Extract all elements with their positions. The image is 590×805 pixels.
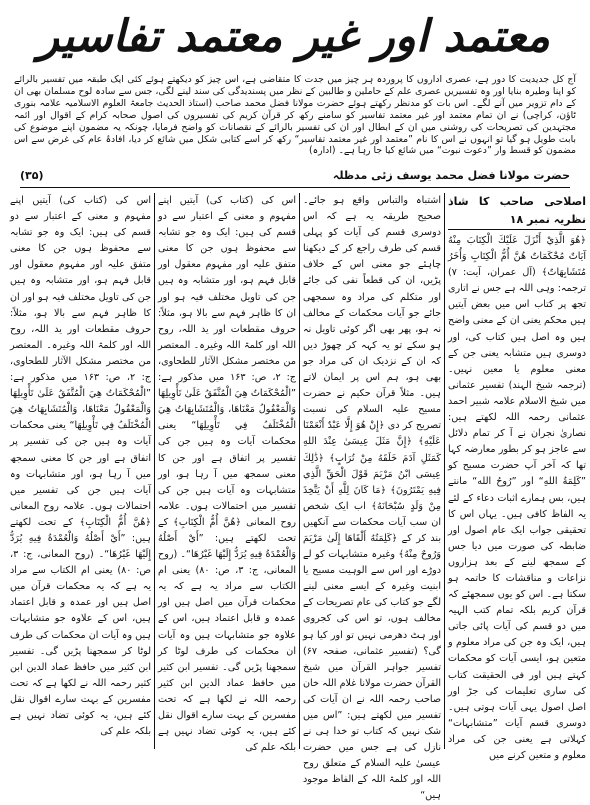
column-2-body: اشتباہ والتباس واقع ہو جائے۔ صحیح طریقہ یہ ہے کہ اس دوسری قسم کی آیات کو پہلی قسم کی طرف راجع کر کے دیکھنا چاہئے جو معنی اس کے خلاف پڑیں، ان کی قطعاً نفی کی جائے اور متکلم کی مراد وہ سمجھی جائے جو آیات محکمات کے مخالف نہ ہو، پھر بھی اگر کوئی تاویل نہ ہو سکے تو یہ کہہ کر چھوڑ دیں کہ ان کے نزدیک ان کی مراد جو بھی ہو، ہم اس پر ایمان لاتے ہیں۔ مثلاً قرآن حکیم نے حضرت مسیح علیہ السلام کی نسبت تصریح کر دی ﴿إِنْ هُوَ إِلَّا عَبْدٌ أَنْعَمْنَا عَلَيْهِ﴾ ﴿إِنَّ مَثَلَ عِيسَىٰ عِنْدَ اللهِ كَمَثَلِ آدَمَ خَلَقَهُ مِنْ تُرَابٍ﴾ ﴿ذَٰلِكَ عِيسَى ابْنُ مَرْيَمَ قَوْلَ الْحَقِّ الَّذِي فِيهِ يَمْتَرُونَ﴾ ﴿مَا كَانَ لِلَّهِ أَنْ يَتَّخِذَ مِنْ وَلَدٍ سُبْحَانَهُ﴾ اب ایک شخص ان سب آیات محکمات سے آنکھیں بند کر کے ﴿كَلِمَتُهُ أَلْقَاهَا إِلَىٰ مَرْيَمَ وَرُوحٌ مِنْهُ﴾ وغیرہ متشابہات کو لے دوڑے اور اس سے الوہیت مسیح یا ابنیت وغیرہ کے ایسے معنی لینے لگے جو کتاب کی عام تصریحات کے مخالف ہوں، تو اس کی کجروی اور ہٹ دھرمی نہیں تو اور کیا ہو گی؟ (تفسیر عثمانی، صفحہ ۶۷) تفسیر جواہر القرآن میں شیخ القرآن حضرت مولانا غلام اللہ خان صاحب رحمہ اللہ نے ان آیات کی تفسیر میں لکھتے ہیں: ”اس میں شک نہیں کہ کتاب تو خدا ہی نے نازل کی ہے جس میں حضرت عیسیٰ علیہ السلام کے متعلق روح اللہ اور کلمۃ اللہ کے الفاظ موجود ہیں“	[303, 195, 441, 802]
column-divider	[444, 193, 445, 749]
column-1-body: ﴿هُوَ الَّذِيْ أَنْزَلَ عَلَيْكَ الْكِتَابَ مِنْهُ آيَاتٌ مُحْكَمَاتٌ هُنَّ أُمُّ الْكِتَابِ وَأُخَرُ مُتَشَابِهَاتٌ﴾ (آل عمران، آیت: ۷) ترجمہ: وہی اللہ ہے جس نے اتاری تجھ پر کتاب اس میں بعض آیتیں ہیں محکم یعنی ان کے معنی واضح ہیں وہ اصل ہیں کتاب کی، اور دوسری ہیں متشابہ یعنی جن کے معنی معلوم یا معین نہیں۔ (ترجمہ شیخ الہند) تفسیر عثمانی میں شیخ الاسلام علامہ شبیر احمد عثمانی رحمہ اللہ لکھتے ہیں: نصاریٰ نجران نے آ کر تمام دلائل سے عاجز ہو کر بطور معارضہ کہا تھا کہ آخر آپ حضرت مسیح کو ”كَلِمَةُ اللهِ“ اور ”رُوحُ الله“ مانتے ہیں، بس ہمارے اثبات دعاء کے لئے یہ الفاظ کافی ہیں۔ یہاں اس کا تحقیقی جواب ایک عام اصول اور ضابطہ کی صورت میں دیا جس کے سمجھ لینے کے بعد ہزاروں نزاعات و مناقشات کا خاتمہ ہو سکتا ہے۔ اس کو یوں سمجھئے کہ قرآن کریم بلکہ تمام کتب الہیہ میں دو قسم کی آیات پائی جاتی ہیں، ایک وہ جن کی مراد معلوم و متعین ہو، ایسی آیات کو محکمات کہتے ہیں اور فی الحقیقت کتاب کی ساری تعلیمات کی جڑ اور اصل اصول یہی آیات ہوتی ہیں۔ دوسری قسم آیات ”متشابہات“ کہلاتی ہے یعنی جن کی مراد معلوم و متعین کرنے میں	[448, 235, 586, 761]
column-3-body: اس کی (کتاب کی) آیتیں اپنے مفہوم و معنی کے اعتبار سے دو قسم کی ہیں: ایک وہ جو تشابہ سے محفوظ ہوں جن کا معنی متفق علیہ اور مفہوم معقول اور قابل فہم ہو، اور متشابہ وہ ہیں جن کی تاویل مختلف فیہ ہو اور ان کا ظاہر فہم سے بالا ہو، مثلاً: حروف مقطعات اور ید اللہ، روح اللہ اور کلمۃ اللہ وغیرہ۔ المعتصر من مختصر مشکل الآثار للطحاوی، ج: ۲، ص: ۱۶۳ میں مذکور ہے: ”الْمُحْكَمَاتُ هِيَ الْمُتَّفَقُ عَلَىٰ تَأْوِيلِهَا وَالْمَعْقُولُ مَعْنَاهَا، وَالْمُتَشَابِهَاتُ هِيَ الْمُخْتَلَفُ فِي تَأْوِيلِهَا“ یعنی محکمات آیات وہ ہیں جن کی تفسیر پر اتفاق ہے اور جن کا معنی سمجھ میں آ رہا ہو، اور متشابہات وہ آیات ہیں جن کی تفسیر میں احتمالات ہوں۔ علامہ روح المعانی ﴿هُنَّ أُمُّ الْكِتَابِ﴾ کے تحت لکھتے ہیں: ”أَيْ أَصْلُهُ وَالْعُمْدَةُ فِيهِ يُرَدُّ إِلَيْهَا غَيْرُهَا“۔ (روح المعانی، ج: ۳، ص: ۸۰) یعنی ام الکتاب سے مراد یہ ہے کہ یہ محکمات قرآن میں اصل ہیں اور عمدہ و قابل اعتماد ہیں، اس کے علاوہ جو متشابہات ہیں وہ آیات ان محکمات کی طرف لوٹا کر سمجھنا پڑیں گی۔ تفسیر ابن کثیر میں حافظ عماد الدین ابن کثیر رحمہ اللہ نے لکھا ہے کہ تحت مفسرین کے بہت سارے اقوال نقل کئے ہیں، یہ کوئی تضاد نہیں ہے بلکہ علم کی	[158, 195, 296, 754]
article-title: معتمد اور غیر معتمد تفاسیر	[37, 11, 550, 62]
text-column-2	[303, 193, 441, 802]
column-4-body: اس کی (کتاب کی) آیتیں اپنے مفہوم و معنی کے اعتبار سے دو قسم کی ہیں: ایک وہ جو تشابہ سے محفوظ ہوں جن کا معنی متفق علیہ اور مفہوم معقول اور قابل فہم ہو، اور متشابہ وہ ہیں جن کی تاویل مختلف فیہ ہو اور ان کا ظاہر فہم سے بالا ہو، مثلاً: حروف مقطعات اور ید اللہ، روح اللہ اور کلمۃ اللہ وغیرہ۔ المعتصر من مختصر مشکل الآثار للطحاوی، ج: ۲، ص: ۱۶۳ میں مذکور ہے: ”الْمُحْكَمَاتُ هِيَ الْمُتَّفَقُ عَلَىٰ تَأْوِيلِهَا وَالْمَعْقُولُ مَعْنَاهَا، وَالْمُتَشَابِهَاتُ هِيَ الْمُخْتَلَفُ فِي تَأْوِيلِهَا“ یعنی محکمات آیات وہ ہیں جن کی تفسیر پر اتفاق ہے اور جن کا معنی سمجھ میں آ رہا ہو، اور متشابہات وہ آیات ہیں جن کی تفسیر میں احتمالات ہوں۔ علامہ روح المعانی ﴿هُنَّ أُمُّ الْكِتَابِ﴾ کے تحت لکھتے ہیں: ”أَيْ أَصْلُهُ وَالْعُمْدَةُ فِيهِ يُرَدُّ إِلَيْهَا غَيْرُهَا“۔ (روح المعانی، ج: ۳، ص: ۸۰) یعنی ام الکتاب سے مراد یہ ہے کہ یہ محکمات قرآن میں اصل ہیں اور عمدہ و قابل اعتماد ہیں، اس کے علاوہ جو متشابہات ہیں وہ آیات ان محکمات کی طرف لوٹا کر سمجھنا پڑیں گی۔ تفسیر ابن کثیر میں حافظ عماد الدین ابن کثیر رحمہ اللہ نے لکھا ہے کہ تحت مفسرین کے بہت سارے اقوال نقل کئے ہیں، یہ کوئی تضاد نہیں ہے بلکہ علم کی	[10, 195, 151, 738]
editorial-intro: آج کل جدیدیت کا دور ہے، عصری اداروں کا پروردہ ہر چیز میں جدت کا متقاضی ہے، اس چیز کو دیکھتے ہوئے کئی ایک طبقہ میں تفسیر بالرائے کو اپنا وطیرہ بنایا اور وہ تفسیریں عصری علم کے حاملین و طالبین کے نظر میں پسندیدگی کی سند لینے لگی، جس سے سادہ لوح مسلمان بھی ان کے دام تزویر میں آنے لگے۔ اس بات کو مدنظر رکھتے ہوئے حضرت مولانا فضل محمد صاحب (استاذ الحدیث جامعۃ العلوم الاسلامیہ علامہ بنوری ٹاؤن، کراچی) نے ان تمام معتمد اور غیر معتمد تفاسیر کو سامنے رکھ کر قرآن کریم کی تفسیروں کی اصول صحابہ کرام کے اقوال اور ائمہ مجتہدین کی تصریحات کی روشنی میں ان کے ابطال اور ان کی تفسیر بالرائے کے نقصانات کو واضح فرمایا، چونکہ یہ مضمون اپنے موضوع کی بابت طویل ہو گیا تو انہوں نے اس کا نام ”معتمد اور غیر معتمد تفاسیر“ رکھ کر اسے کتابی شکل میں شائع کر دیا، افادۂ عام کی غرض سے اس مضمون کو قسط وار ”دعوت نبوت“ میں شائع کیا جا رہا ہے۔ (ادارہ)	[14, 74, 576, 157]
author-name: حضرت مولانا فضل محمد یوسف زئی مدظلہ	[332, 169, 570, 182]
text-column-3	[158, 193, 296, 754]
page-number: (۳۵)	[20, 169, 44, 182]
text-column-1	[448, 193, 586, 761]
column-divider	[154, 193, 155, 749]
author-bar	[20, 167, 570, 188]
section-heading: اصلاحی صاحب کا شاذ نظریہ نمبر ۱۸	[448, 193, 586, 230]
text-column-4	[10, 193, 151, 751]
column-divider	[299, 193, 300, 749]
